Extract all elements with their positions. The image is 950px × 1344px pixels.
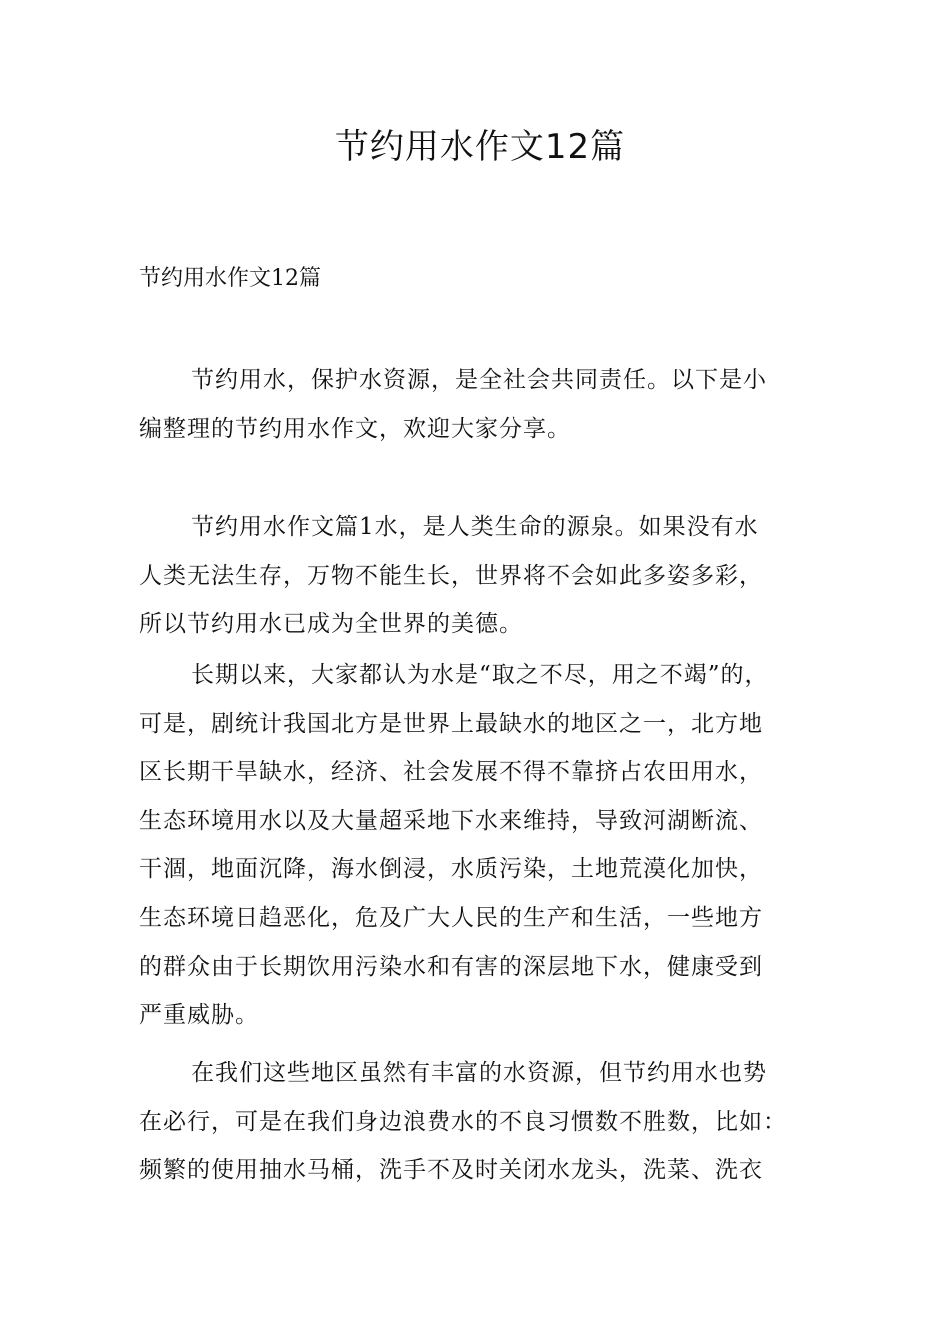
paragraph-line: 干涸，地面沉降，海水倒浸，水质污染，土地荒漠化加快， <box>139 856 763 883</box>
paragraph-line: 的群众由于长期饮用污染水和有害的深层地下水，健康受到 <box>139 953 763 980</box>
paragraph-line: 编整理的节约用水作文，欢迎大家分享。 <box>139 415 571 442</box>
paragraph-line: 节约用水，保护水资源，是全社会共同责任。以下是小 <box>191 367 767 393</box>
paragraph-intro <box>139 356 839 453</box>
paragraph-line: 所以节约用水已成为全世界的美德。 <box>139 611 523 638</box>
paragraph-line: 严重威胁。 <box>139 1002 259 1029</box>
paragraph-local-habits <box>139 1049 839 1195</box>
paragraph-line: 节约用水作文篇1水，是人类生命的源泉。如果没有水 <box>191 514 759 540</box>
paragraph-line: 频繁的使用抽水马桶，洗手不及时关闭水龙头，洗菜、洗衣 <box>139 1157 763 1184</box>
paragraph-line: 长期以来，大家都认为水是“取之不尽，用之不竭”的， <box>191 662 769 688</box>
paragraph-line: 在我们这些地区虽然有丰富的水资源，但节约用水也势 <box>191 1060 767 1086</box>
document-subheading: 节约用水作文12篇 <box>139 266 321 291</box>
paragraph-water-shortage <box>139 651 839 1040</box>
paragraph-line: 生态环境用水以及大量超采地下水来维持，导致河湖断流、 <box>139 807 763 834</box>
paragraph-line: 生态环境日趋恶化，危及广大人民的生产和生活，一些地方 <box>139 904 763 931</box>
paragraph-line: 可是，剧统计我国北方是世界上最缺水的地区之一，北方地 <box>139 710 763 737</box>
paragraph-essay-1-opening <box>139 503 839 649</box>
paragraph-line: 区长期干旱缺水，经济、社会发展不得不靠挤占农田用水， <box>139 759 763 786</box>
paragraph-line: 在必行，可是在我们身边浪费水的不良习惯数不胜数，比如： <box>139 1108 787 1135</box>
paragraph-line: 人类无法生存，万物不能生长，世界将不会如此多姿多彩， <box>139 562 763 589</box>
document-title: 节约用水作文12篇 <box>334 127 626 167</box>
